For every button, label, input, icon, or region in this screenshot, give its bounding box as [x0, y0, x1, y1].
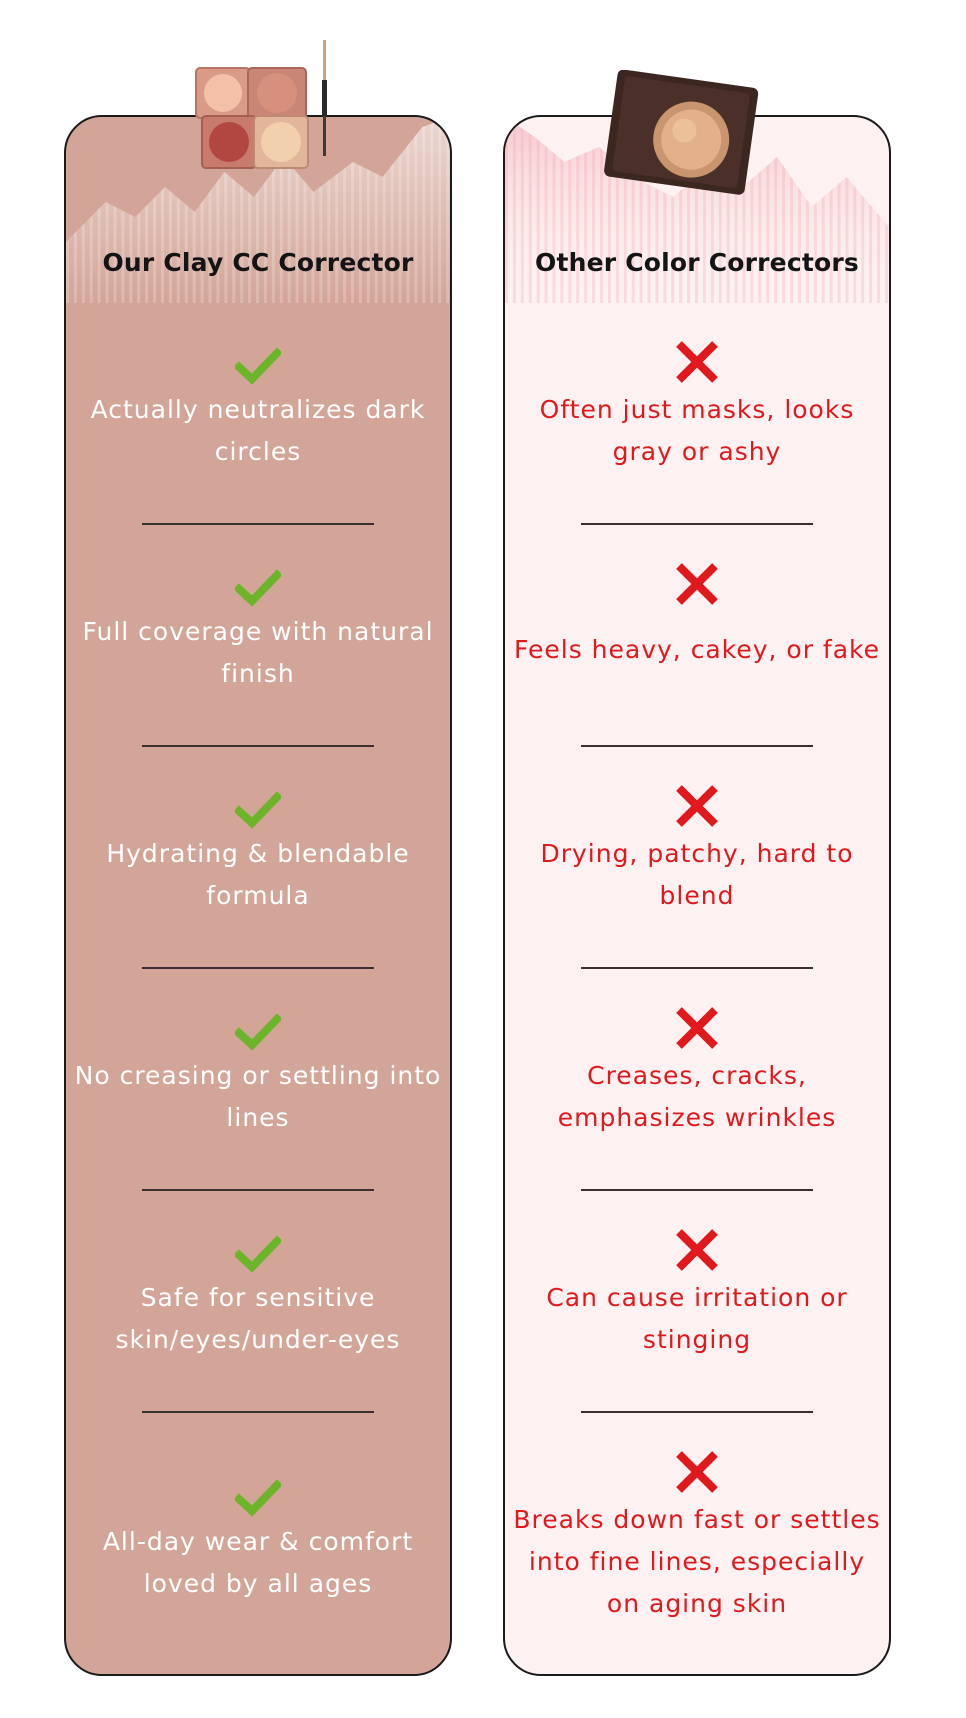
- other-products-title: Other Color Correctors: [535, 248, 859, 277]
- comparison-row: [66, 1413, 450, 1676]
- check-icon: [235, 1231, 281, 1277]
- comparison-row-text: Drying, patchy, hard to blend: [540, 839, 854, 910]
- comparison-row: [505, 303, 889, 525]
- comparison-row: [66, 525, 450, 747]
- comparison-row-text: Actually neutralizes dark circles: [90, 395, 426, 466]
- comparison-row-text: Often just masks, looks gray or ashy: [539, 395, 855, 466]
- cross-icon: [674, 1227, 720, 1273]
- comparison-row: [505, 969, 889, 1191]
- check-icon: [235, 565, 281, 611]
- cross-icon: [674, 561, 720, 607]
- comparison-row-text: Feels heavy, cakey, or fake: [513, 635, 881, 664]
- comparison-row-text: Full coverage with natural finish: [82, 617, 434, 688]
- clay-cc-corrector-product-image: [192, 36, 342, 172]
- check-icon: [235, 1475, 281, 1521]
- check-icon: [235, 343, 281, 389]
- comparison-row-text: Safe for sensitive skin/eyes/under-eyes: [115, 1283, 401, 1354]
- comparison-row-text: Hydrating & blendable formula: [106, 839, 410, 910]
- comparison-row: [66, 969, 450, 1191]
- comparison-row: [505, 747, 889, 969]
- other-corrector-product-image: [600, 70, 760, 196]
- comparison-row-text: Breaks down fast or settles into fine lines, especially on aging skin: [513, 1505, 881, 1618]
- other-products-rows: [505, 303, 889, 1676]
- comparison-row-text: All-day wear & comfort loved by all ages: [102, 1527, 414, 1598]
- comparison-row: [505, 1413, 889, 1676]
- our-product-title: Our Clay CC Corrector: [102, 248, 414, 277]
- comparison-row: [505, 525, 889, 747]
- cross-icon: [674, 783, 720, 829]
- cross-icon: [674, 1449, 720, 1495]
- comparison-row: [66, 303, 450, 525]
- our-product-column: [64, 115, 452, 1676]
- cross-icon: [674, 339, 720, 385]
- other-products-column: [503, 115, 891, 1676]
- comparison-row: [505, 1191, 889, 1413]
- check-icon: [235, 1009, 281, 1055]
- cross-icon: [674, 1005, 720, 1051]
- comparison-row: [66, 1191, 450, 1413]
- comparison-row: [66, 747, 450, 969]
- comparison-row-text: Can cause irritation or stinging: [546, 1283, 848, 1354]
- our-product-rows: [66, 303, 450, 1676]
- check-icon: [235, 787, 281, 833]
- comparison-row-text: No creasing or settling into lines: [74, 1061, 442, 1132]
- comparison-row-text: Creases, cracks, emphasizes wrinkles: [557, 1061, 837, 1132]
